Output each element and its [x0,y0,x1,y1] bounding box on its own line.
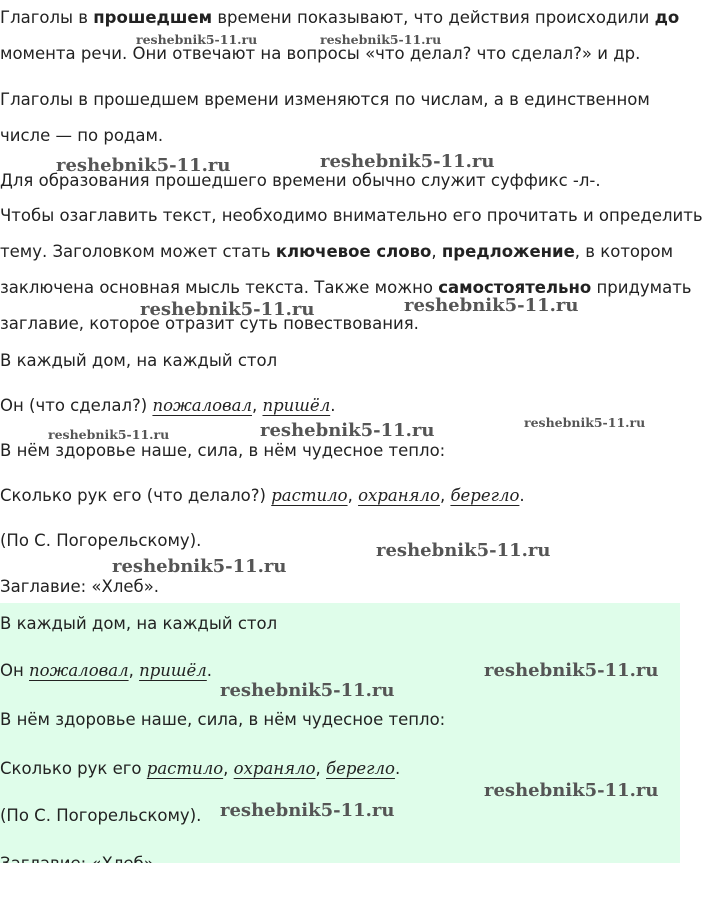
title-line: Заглавие: «Хлеб». [0,577,160,596]
answer-line [0,758,400,780]
theory-line: Для образования прошедшего времени обычно служит суффикс -л-. [0,171,601,190]
theory-line: момента речи. Они отвечают на вопросы «что делал? что сделал?» и др. [0,44,641,63]
watermark: reshebnik5-11.ru [48,427,170,442]
text: придумать [591,278,692,297]
text: Сколько рук его (что делало?) [0,486,272,505]
bold-term: ключевое слово [275,242,432,261]
text: тему. Заголовком может стать [0,242,276,261]
theory-line [0,277,692,299]
verb-past: берегло [450,486,520,505]
theory-line: Глаголы в прошедшем времени изменяются по числам, а в единственном [0,90,650,109]
text: , в котором [574,242,674,261]
poem-line: В нём здоровье наше, сила, в нём чудесное тепло: [0,441,446,460]
watermark: reshebnik5-11.ru [376,540,551,561]
bold-term: прошедшем [93,8,213,27]
text: , [315,759,327,778]
verb-past: охраняло [233,759,316,778]
verb-past: охраняло [358,486,440,505]
text: . [519,486,525,505]
theory-line: заглавие, которое отразит суть повествования. [0,314,419,333]
theory-line: числе — по родам. [0,126,164,145]
text: Он [0,661,30,680]
text: . [394,759,401,778]
text: заключена основная мысль текста. Также можно [0,278,439,297]
theory-line: Чтобы озаглавить текст, необходимо внимательно его прочитать и определить [0,206,703,225]
text: Глаголы в [0,8,94,27]
text: , [128,661,140,680]
watermark: reshebnik5-11.ru [320,151,495,172]
text: , [251,396,263,415]
watermark: reshebnik5-11.ru [220,680,395,701]
answer-panel [0,603,680,863]
verb-past: берегло [326,759,395,778]
text: , [347,486,359,505]
verb-past: пришёл [139,661,207,680]
text: Сколько рук его [0,759,147,778]
text: , [439,486,451,505]
watermark: reshebnik5-11.ru [320,32,442,47]
poem-line [0,395,335,417]
verb-past: пожаловал [152,396,252,415]
verb-past: пожаловал [29,661,129,680]
bold-term: самостоятельно [438,278,592,297]
poem-source: (По С. Погорельскому). [0,531,202,550]
answer-source: (По С. Погорельскому). [0,806,202,825]
answer-line: В нём здоровье наше, сила, в нём чудесное тепло: [0,710,446,729]
text: , [431,242,442,261]
watermark: reshebnik5-11.ru [524,415,646,430]
watermark: reshebnik5-11.ru [112,556,287,577]
text: . [206,661,213,680]
answer-line: В каждый дом, на каждый стол [0,614,278,633]
watermark: reshebnik5-11.ru [404,295,579,316]
watermark: reshebnik5-11.ru [140,299,315,320]
verb-past: пришёл [262,396,331,415]
watermark: reshebnik5-11.ru [484,780,659,801]
bold-term: до [654,8,680,27]
watermark: reshebnik5-11.ru [260,420,435,441]
answer-line [0,660,212,682]
poem-line [0,485,525,507]
verb-past: растило [146,759,224,778]
watermark: reshebnik5-11.ru [56,155,231,176]
text: Он (что сделал?) [0,396,153,415]
theory-line [0,241,673,263]
watermark: reshebnik5-11.ru [136,32,258,47]
watermark: reshebnik5-11.ru [484,660,659,681]
verb-past: растило [271,486,348,505]
bold-term: предложение [441,242,575,261]
text: , [223,759,234,778]
page-bottom [0,863,680,897]
poem-line: В каждый дом, на каждый стол [0,351,278,370]
theory-line [0,7,679,29]
text: времени показывают, что действия происходили [212,8,655,27]
watermark: reshebnik5-11.ru [220,800,395,821]
text: . [330,396,336,415]
